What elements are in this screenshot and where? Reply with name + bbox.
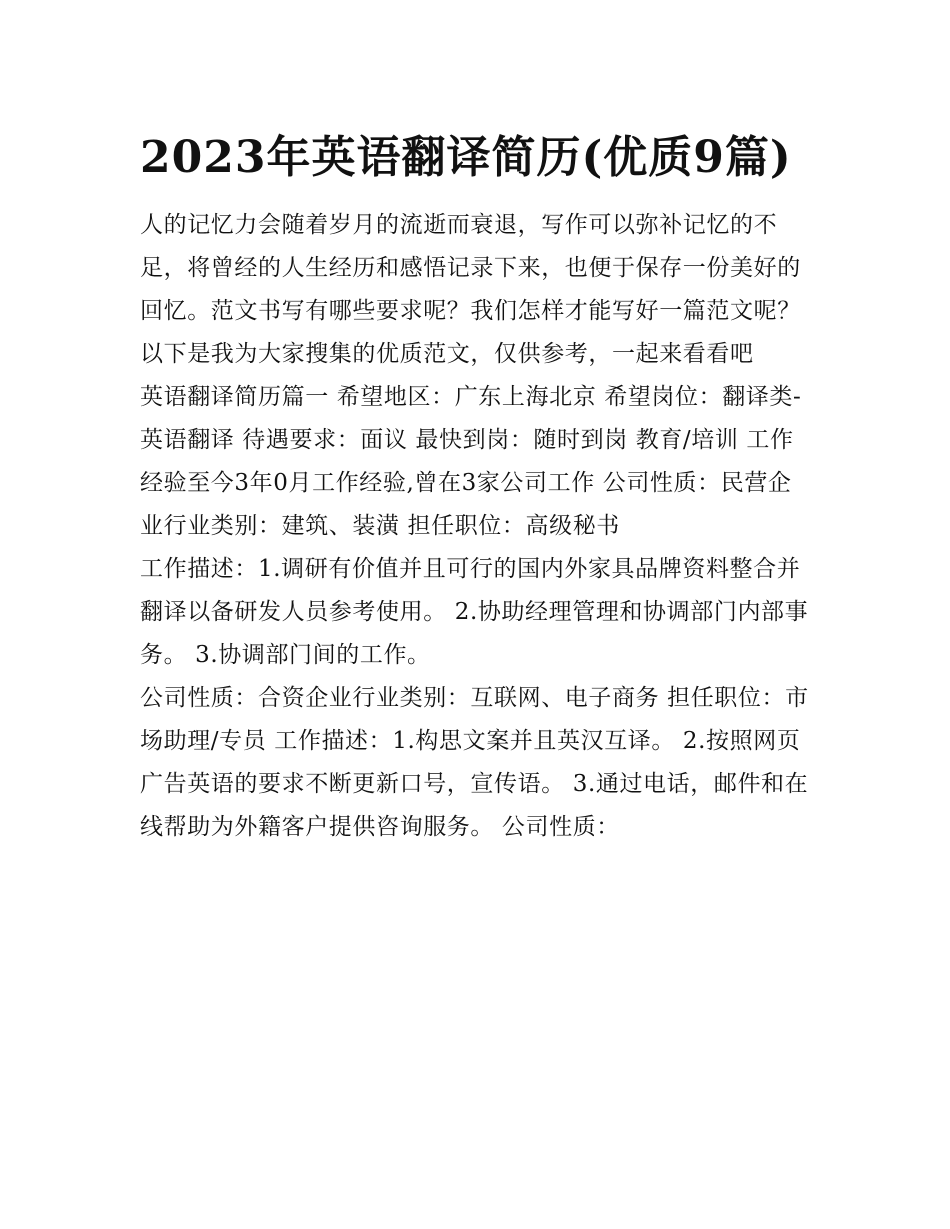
job-description-paragraph: 工作描述：1.调研有价值并且可行的国内外家具品牌资料整合并翻译以备研发人员参考使用。 2.协助经理管理和协调部门内部事务。 3.协调部门间的工作。: [140, 556, 809, 668]
resume-summary-paragraph: 英语翻译简历篇一 希望地区：广东上海北京 希望岗位：翻译类-英语翻译 待遇要求：面议 最快到岗：随时到岗 教育/培训 工作经验至今3年0月工作经验,曾在3家公司工作 公司性质：民营企业行业类别：建筑、装潢 担任职位：高级秘书: [140, 384, 802, 539]
document-title: 2023年英语翻译简历(优质9篇): [140, 132, 792, 183]
document-body: [140, 120, 810, 849]
company-info-paragraph: 公司性质：合资企业行业类别：互联网、电子商务 担任职位：市场助理/专员 工作描述：1.构思文案并且英汉互译。 2.按照网页广告英语的要求不断更新口号，宣传语。 3.通过电话，邮件和在线帮助为外籍客户提供咨询服务。 公司性质：: [140, 685, 809, 840]
intro-paragraph: 人的记忆力会随着岁月的流逝而衰退，写作可以弥补记忆的不足，将曾经的人生经历和感悟记录下来，也便于保存一份美好的回忆。范文书写有哪些要求呢？我们怎样才能写好一篇范文呢？以下是我为大家搜集的优质范文，仅供参考，一起来看看吧: [140, 212, 801, 367]
